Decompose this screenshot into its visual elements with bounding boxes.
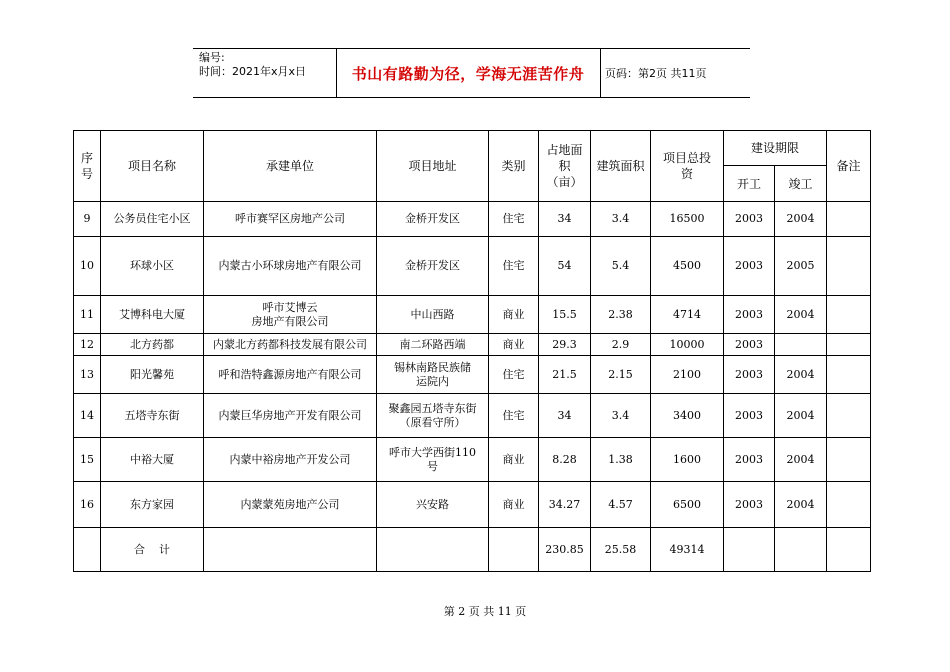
table-cell-category: 住宅 xyxy=(489,356,539,394)
table-cell-finish: 2004 xyxy=(775,482,827,528)
table-cell-builder: 内蒙蒙苑房地产公司 xyxy=(204,482,377,528)
table-cell-start: 2003 xyxy=(724,356,775,394)
table-cell-invest: 2100 xyxy=(651,356,724,394)
table-cell-address: 呼市大学西街110 号 xyxy=(377,438,489,482)
table-cell-seq: 13 xyxy=(74,356,101,394)
table-cell-remark xyxy=(827,482,871,528)
table-cell-land: 21.5 xyxy=(539,356,591,394)
total-cell-invest: 49314 xyxy=(651,528,724,572)
total-cell-empty xyxy=(489,528,539,572)
table-cell-address: 聚鑫园五塔寺东街 （原看守所） xyxy=(377,394,489,438)
table-cell-address: 金桥开发区 xyxy=(377,237,489,296)
table-cell-builder: 呼市艾博云 房地产有限公司 xyxy=(204,296,377,334)
table-cell-floor: 2.15 xyxy=(591,356,651,394)
table-row xyxy=(74,438,871,482)
table-cell-address: 中山西路 xyxy=(377,296,489,334)
table-row xyxy=(74,296,871,334)
table-cell-start: 2003 xyxy=(724,334,775,356)
table-row xyxy=(74,482,871,528)
col-builder: 承建单位 xyxy=(204,131,377,202)
header-divider xyxy=(600,49,601,97)
table-cell-builder: 呼市赛罕区房地产公司 xyxy=(204,202,377,237)
table-cell-finish: 2005 xyxy=(775,237,827,296)
table-cell-remark xyxy=(827,394,871,438)
col-start: 开工 xyxy=(724,166,775,202)
table-cell-remark xyxy=(827,438,871,482)
table-cell-invest: 4714 xyxy=(651,296,724,334)
table-cell-land: 34 xyxy=(539,202,591,237)
table-cell-remark xyxy=(827,356,871,394)
table-cell-remark xyxy=(827,296,871,334)
table-cell-finish: 2004 xyxy=(775,438,827,482)
table-cell-category: 商业 xyxy=(489,334,539,356)
table-cell-finish: 2004 xyxy=(775,202,827,237)
table-cell-invest: 1600 xyxy=(651,438,724,482)
table-cell-seq: 9 xyxy=(74,202,101,237)
table-cell-name: 环球小区 xyxy=(101,237,204,296)
table-cell-floor: 2.9 xyxy=(591,334,651,356)
table-cell-remark xyxy=(827,202,871,237)
table-cell-finish: 2004 xyxy=(775,296,827,334)
table-cell-category: 住宅 xyxy=(489,237,539,296)
table-cell-start: 2003 xyxy=(724,237,775,296)
col-land-area: 占地面积（亩） xyxy=(539,131,591,202)
table-row xyxy=(74,237,871,296)
table-cell-builder: 内蒙北方药都科技发展有限公司 xyxy=(204,334,377,356)
total-cell-floor: 25.58 xyxy=(591,528,651,572)
table-cell-category: 商业 xyxy=(489,438,539,482)
table-cell-land: 15.5 xyxy=(539,296,591,334)
table-cell-invest: 10000 xyxy=(651,334,724,356)
table-cell-address: 锡林南路民族储 运院内 xyxy=(377,356,489,394)
header-page-label: 页码：第2页 共11页 xyxy=(605,67,707,80)
table-row xyxy=(74,394,871,438)
table-cell-seq: 12 xyxy=(74,334,101,356)
table-cell-seq: 15 xyxy=(74,438,101,482)
table-cell-floor: 3.4 xyxy=(591,202,651,237)
table-cell-land: 34.27 xyxy=(539,482,591,528)
col-seq: 序号 xyxy=(74,131,101,202)
page-footer: 第 2 页 共 11 页 xyxy=(443,605,527,618)
table-cell-floor: 2.38 xyxy=(591,296,651,334)
table-cell-seq: 16 xyxy=(74,482,101,528)
document-header xyxy=(193,48,750,98)
total-cell-land: 230.85 xyxy=(539,528,591,572)
table-cell-name: 艾博科电大厦 xyxy=(101,296,204,334)
table-cell-builder: 内蒙巨华房地产开发有限公司 xyxy=(204,394,377,438)
table-cell-start: 2003 xyxy=(724,482,775,528)
table-cell-name: 五塔寺东街 xyxy=(101,394,204,438)
table-row xyxy=(74,334,871,356)
table-cell-invest: 6500 xyxy=(651,482,724,528)
table-cell-address: 兴安路 xyxy=(377,482,489,528)
table-row xyxy=(74,356,871,394)
table-cell-name: 中裕大厦 xyxy=(101,438,204,482)
total-cell-empty xyxy=(74,528,101,572)
table-cell-land: 8.28 xyxy=(539,438,591,482)
table-cell-finish: 2004 xyxy=(775,356,827,394)
header-motto: 书山有路勤为径，学海无涯苦作舟 xyxy=(351,64,585,83)
table-cell-invest: 3400 xyxy=(651,394,724,438)
col-name: 项目名称 xyxy=(101,131,204,202)
table-cell-category: 住宅 xyxy=(489,202,539,237)
table-cell-start: 2003 xyxy=(724,202,775,237)
table-cell-invest: 16500 xyxy=(651,202,724,237)
table-cell-name: 阳光馨苑 xyxy=(101,356,204,394)
table-cell-floor: 1.38 xyxy=(591,438,651,482)
col-period: 建设期限 xyxy=(724,131,827,166)
table-cell-floor: 4.57 xyxy=(591,482,651,528)
table-cell-seq: 14 xyxy=(74,394,101,438)
table-cell-invest: 4500 xyxy=(651,237,724,296)
table-cell-land: 34 xyxy=(539,394,591,438)
table-cell-category: 住宅 xyxy=(489,394,539,438)
total-cell-empty xyxy=(827,528,871,572)
col-remarks: 备注 xyxy=(827,131,871,202)
table-cell-seq: 10 xyxy=(74,237,101,296)
table-cell-category: 商业 xyxy=(489,482,539,528)
table-cell-builder: 内蒙古小环球房地产有限公司 xyxy=(204,237,377,296)
table-row xyxy=(74,202,871,237)
table-cell-address: 南二环路西端 xyxy=(377,334,489,356)
col-category: 类别 xyxy=(489,131,539,202)
time-label: 时间：2021年x月x日 xyxy=(199,65,307,78)
table-cell-land: 29.3 xyxy=(539,334,591,356)
table-total-row xyxy=(74,528,871,572)
table-cell-name: 东方家园 xyxy=(101,482,204,528)
table-cell-floor: 5.4 xyxy=(591,237,651,296)
total-cell-empty xyxy=(377,528,489,572)
table-cell-start: 2003 xyxy=(724,438,775,482)
col-finish: 竣工 xyxy=(775,166,827,202)
table-cell-start: 2003 xyxy=(724,394,775,438)
table-cell-builder: 呼和浩特鑫源房地产有限公司 xyxy=(204,356,377,394)
table-cell-floor: 3.4 xyxy=(591,394,651,438)
table-cell-start: 2003 xyxy=(724,296,775,334)
table-cell-name: 公务员住宅小区 xyxy=(101,202,204,237)
col-floor-area: 建筑面积 xyxy=(591,131,651,202)
col-investment: 项目总投 资 xyxy=(651,131,724,202)
table-cell-remark xyxy=(827,237,871,296)
col-address: 项目地址 xyxy=(377,131,489,202)
table-cell-finish: 2004 xyxy=(775,394,827,438)
project-table xyxy=(73,130,871,572)
table-cell-builder: 内蒙中裕房地产开发公司 xyxy=(204,438,377,482)
total-cell-empty xyxy=(724,528,775,572)
number-label: 编号: xyxy=(199,51,225,64)
table-cell-land: 54 xyxy=(539,237,591,296)
total-cell-empty xyxy=(204,528,377,572)
table-cell-category: 商业 xyxy=(489,296,539,334)
table-cell-seq: 11 xyxy=(74,296,101,334)
table-cell-remark xyxy=(827,334,871,356)
total-cell-empty xyxy=(775,528,827,572)
total-cell-label: 合 计 xyxy=(101,528,204,572)
table-cell-address: 金桥开发区 xyxy=(377,202,489,237)
header-meta xyxy=(199,51,335,79)
table-cell-finish xyxy=(775,334,827,356)
table-cell-name: 北方药都 xyxy=(101,334,204,356)
